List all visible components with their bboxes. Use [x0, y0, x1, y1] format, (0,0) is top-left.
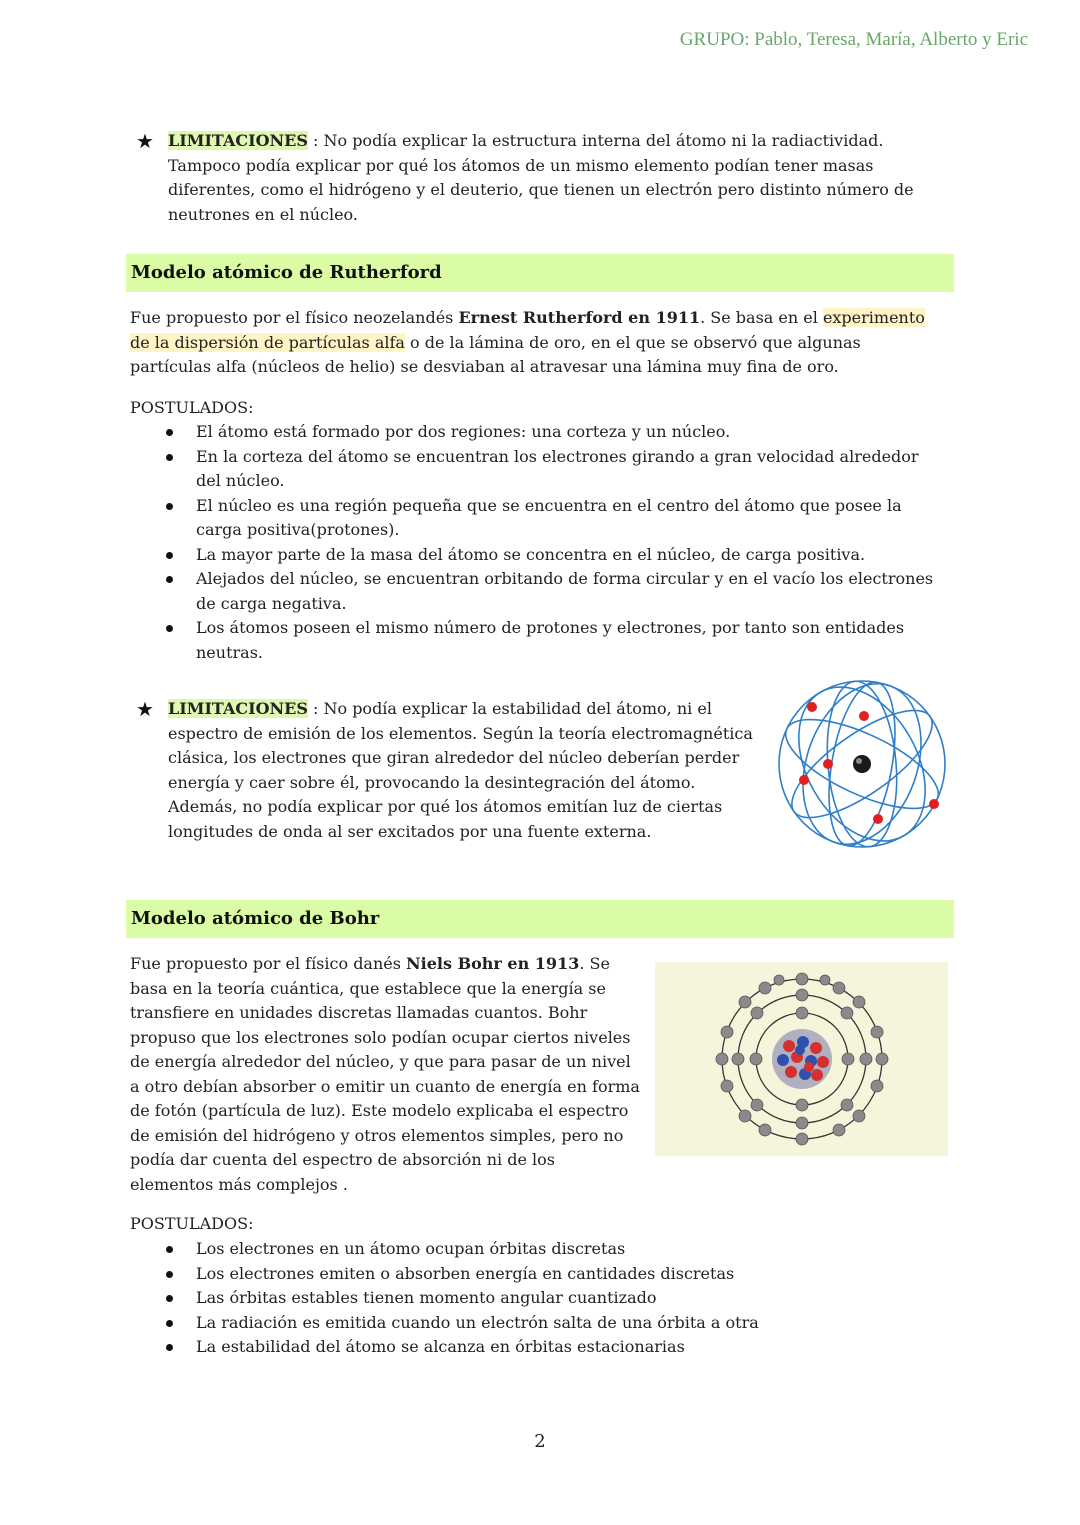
header-group-names: GRUPO: Pablo, Teresa, María, Alberto y Eric: [679, 29, 1028, 50]
list-item: La estabilidad del átomo se alcanza en órbitas estacionarias: [130, 1335, 890, 1360]
list-item: Los electrones emiten o absorben energía en cantidades discretas: [130, 1262, 890, 1287]
list-item: Los electrones en un átomo ocupan órbitas discretas: [130, 1237, 890, 1262]
limitations-label: LIMITACIONES: [168, 131, 308, 150]
limitations-block-2: [136, 697, 764, 844]
rutherford-atom-illustration: [774, 676, 950, 852]
list-item: Las órbitas estables tienen momento angular cuantizado: [130, 1286, 890, 1311]
bohr-postulates-label: POSTULADOS:: [130, 1214, 254, 1233]
list-item: En la corteza del átomo se encuentran los electrones girando a gran velocidad alrededor del núcleo.: [130, 445, 940, 494]
list-item: Los átomos poseen el mismo número de protones y electrones, por tanto son entidades neutras.: [130, 616, 940, 665]
section-title-bohr: Modelo atómico de Bohr: [126, 900, 954, 938]
rutherford-postulates-list: [130, 420, 940, 665]
page-number: 2: [534, 1431, 546, 1452]
list-item: La mayor parte de la masa del átomo se concentra en el núcleo, de carga positiva.: [130, 543, 940, 568]
bohr-intro: Fue propuesto por el físico danés Niels Bohr en 1913. Se basa en la teoría cuántica, que establece que la energía se transfiere en unidades discretas llamadas cuantos. Bohr propuso que los electrones solo podían ocupar ciertos niveles de energía alrededor del núcleo, y que para pasar de un nivel a otro debían absorber o emitir un cuanto de energía en forma de fotón (partícula de luz). Este modelo explicaba el espectro de emisión del hidrógeno y otros elementos simples, pero no podía dar cuenta del espectro de absorción ni de los elementos más complejos .: [130, 954, 640, 1194]
limitations-text: : No podía explicar la estructura interna del átomo ni la radiactividad. Tampoco podía explicar por qué los átomos de un mismo elemento podían tener masas diferentes, como el hidrógeno y el deuterio, que tienen un electrón pero distinto número de neutrones en el núcleo.: [168, 131, 914, 224]
section-title-rutherford: Modelo atómico de Rutherford: [126, 254, 954, 292]
star-icon: ★: [136, 697, 154, 721]
list-item: El núcleo es una región pequeña que se encuentra en el centro del átomo que posee la carga positiva(protones).: [130, 494, 940, 543]
rutherford-intro: Fue propuesto por el físico neozelandés Ernest Rutherford en 1911. Se basa en el experimento de la dispersión de partículas alfa o de la lámina de oro, en el que se observó que algunas partículas alfa (núcleos de helio) se desviaban al atravesar una lámina muy fina de oro.: [130, 308, 925, 376]
limitations-label: LIMITACIONES: [168, 699, 308, 718]
bohr-atom-illustration: [655, 962, 948, 1156]
list-item: La radiación es emitida cuando un electrón salta de una órbita a otra: [130, 1311, 890, 1336]
limitations-text: : No podía explicar la estabilidad del átomo, ni el espectro de emisión de los elementos. Según la teoría electromagnética clásica, los electrones que giran alrededor del núcleo deberían perder energía y caer sobre él, provocando la desintegración del átomo. Además, no podía explicar por qué los átomos emitían luz de ciertas longitudes de onda al ser excitados por una fuente externa.: [168, 699, 753, 841]
list-item: El átomo está formado por dos regiones: una corteza y un núcleo.: [130, 420, 940, 445]
highlight-alpha-experiment: experimento de la dispersión de partículas alfa: [130, 308, 925, 352]
rutherford-postulates-label: POSTULADOS:: [130, 398, 254, 417]
list-item: Alejados del núcleo, se encuentran orbitando de forma circular y en el vacío los electrones de carga negativa.: [130, 567, 940, 616]
limitations-block-1: [136, 129, 928, 227]
star-icon: ★: [136, 129, 154, 153]
bohr-postulates-list: [130, 1237, 890, 1360]
